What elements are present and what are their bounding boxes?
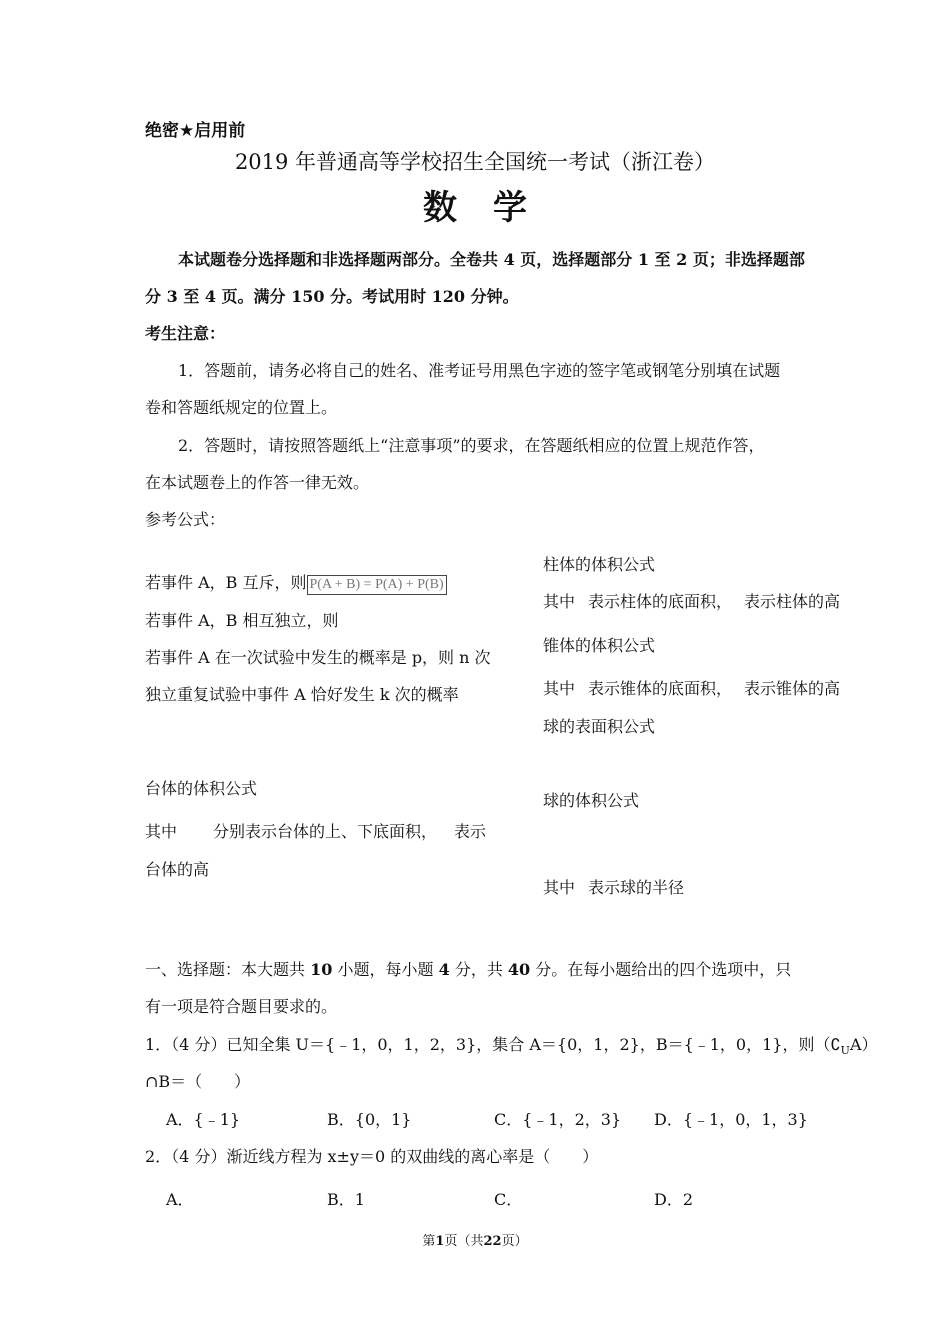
intro-line-1: 本试题卷分选择题和非选择题两部分。全卷共 4 页，选择题部分 1 至 2 页；非选择题部 xyxy=(178,250,805,269)
section-1-count: 10 xyxy=(310,960,333,979)
notice-heading: 考生注意： xyxy=(145,324,226,343)
cone-title: 锥体的体积公式 xyxy=(543,636,656,655)
frustum-title: 台体的体积公式 xyxy=(145,779,258,798)
footer-suffix: 页） xyxy=(501,1234,528,1249)
frustum-desc-a: 其中 xyxy=(145,822,178,841)
frustum-desc-b: 分别表示台体的上、下底面积， xyxy=(213,822,438,841)
question-2-option-c: C． xyxy=(494,1190,523,1209)
sphere-desc-b: 表示球的半径 xyxy=(588,878,685,897)
independent-events-line: 若事件 A，B 相互独立，则 xyxy=(145,611,339,630)
section-1-heading-line-2: 有一项是符合题目要求的。 xyxy=(145,997,338,1016)
question-1-stem-tail: A） xyxy=(849,1035,878,1054)
footer-prefix: 第 xyxy=(422,1234,436,1249)
section-1-text-c: 小题，每小题 xyxy=(337,960,434,979)
notice-item-1-line-1: 1．答题前，请务必将自己的姓名、准考证号用黑色字迹的签字笔或钢笔分别填在试题 xyxy=(178,361,781,380)
formulas-heading: 参考公式： xyxy=(145,510,226,529)
exam-title: 2019 年普通高等学校招生全国统一考试（浙江卷） xyxy=(234,150,716,174)
page-footer xyxy=(0,1230,950,1249)
question-2-option-b: B．1 xyxy=(327,1190,365,1209)
question-1-stem-line-1 xyxy=(145,1035,878,1061)
section-1-text-e: 分，共 xyxy=(454,960,503,979)
question-2-stem: 2．（4 分）渐近线方程为 x±y＝0 的双曲线的离心率是（ ） xyxy=(145,1147,599,1166)
cone-desc-b: 表示锥体的底面积， xyxy=(588,679,733,698)
notice-item-2-line-2: 在本试题卷上的作答一律无效。 xyxy=(145,473,370,492)
question-1-option-a: A．{﹣1} xyxy=(166,1110,241,1129)
binomial-line-2: 独立重复试验中事件 A 恰好发生 k 次的概率 xyxy=(145,685,459,704)
mutex-events-text: 若事件 A，B 互斥，则 xyxy=(145,573,307,592)
question-2-option-d: D．2 xyxy=(654,1190,694,1209)
question-1-stem-subscript: U xyxy=(840,1044,850,1058)
footer-page-total: 22 xyxy=(483,1234,502,1249)
question-1-stem-line-2: ∩B＝（ ） xyxy=(145,1072,251,1091)
sphere-desc-a: 其中 xyxy=(543,878,576,897)
mutex-events-line xyxy=(145,573,447,595)
binomial-line-1: 若事件 A 在一次试验中发生的概率是 p，则 n 次 xyxy=(145,648,491,667)
frustum-desc-c: 表示 xyxy=(454,822,487,841)
intro-line-2: 分 3 至 4 页。满分 150 分。考试用时 120 分钟。 xyxy=(145,287,519,306)
sphere-area-title: 球的表面积公式 xyxy=(543,717,656,736)
notice-item-2-line-1: 2．答题时，请按照答题纸上“注意事项”的要求，在答题纸相应的位置上规范作答， xyxy=(178,436,765,455)
question-2-option-a: A． xyxy=(166,1190,194,1209)
cone-desc-a: 其中 xyxy=(543,679,576,698)
section-1-text-g: 分。在每小题给出的四个选项中，只 xyxy=(535,960,792,979)
question-1-stem-text: 1．（4 分）已知全集 U＝{﹣1，0，1，2，3}，集合 A＝{0，1，2}，B＝{﹣1，0，1}，则（∁ xyxy=(145,1035,841,1054)
cone-desc-c: 表示锥体的高 xyxy=(744,679,841,698)
section-1-points-total: 40 xyxy=(507,960,531,979)
footer-mid: 页（共 xyxy=(444,1234,484,1249)
section-1-points-each: 4 xyxy=(438,960,450,979)
notice-item-1-line-2: 卷和答题纸规定的位置上。 xyxy=(145,398,338,417)
section-1-heading-line-1 xyxy=(145,960,791,980)
question-1-option-b: B．{0，1} xyxy=(327,1110,412,1129)
prism-desc-a: 其中 xyxy=(543,592,576,611)
footer-page-number: 1 xyxy=(435,1234,445,1249)
question-1-option-c: C．{﹣1，2，3} xyxy=(494,1110,622,1129)
prism-title: 柱体的体积公式 xyxy=(543,555,656,574)
mutex-formula-box: P(A + B) = P(A) + P(B) xyxy=(307,575,447,595)
secret-label: 绝密★启用前 xyxy=(145,121,246,141)
section-1-text-a: 一、选择题：本大题共 xyxy=(145,960,306,979)
subject-title: 数学 xyxy=(423,188,563,228)
sphere-volume-title: 球的体积公式 xyxy=(543,791,640,810)
prism-desc-c: 表示柱体的高 xyxy=(744,592,841,611)
frustum-desc-line-2: 台体的高 xyxy=(145,860,210,879)
prism-desc-b: 表示柱体的底面积， xyxy=(588,592,733,611)
question-1-option-d: D．{﹣1，0，1，3} xyxy=(654,1110,808,1129)
